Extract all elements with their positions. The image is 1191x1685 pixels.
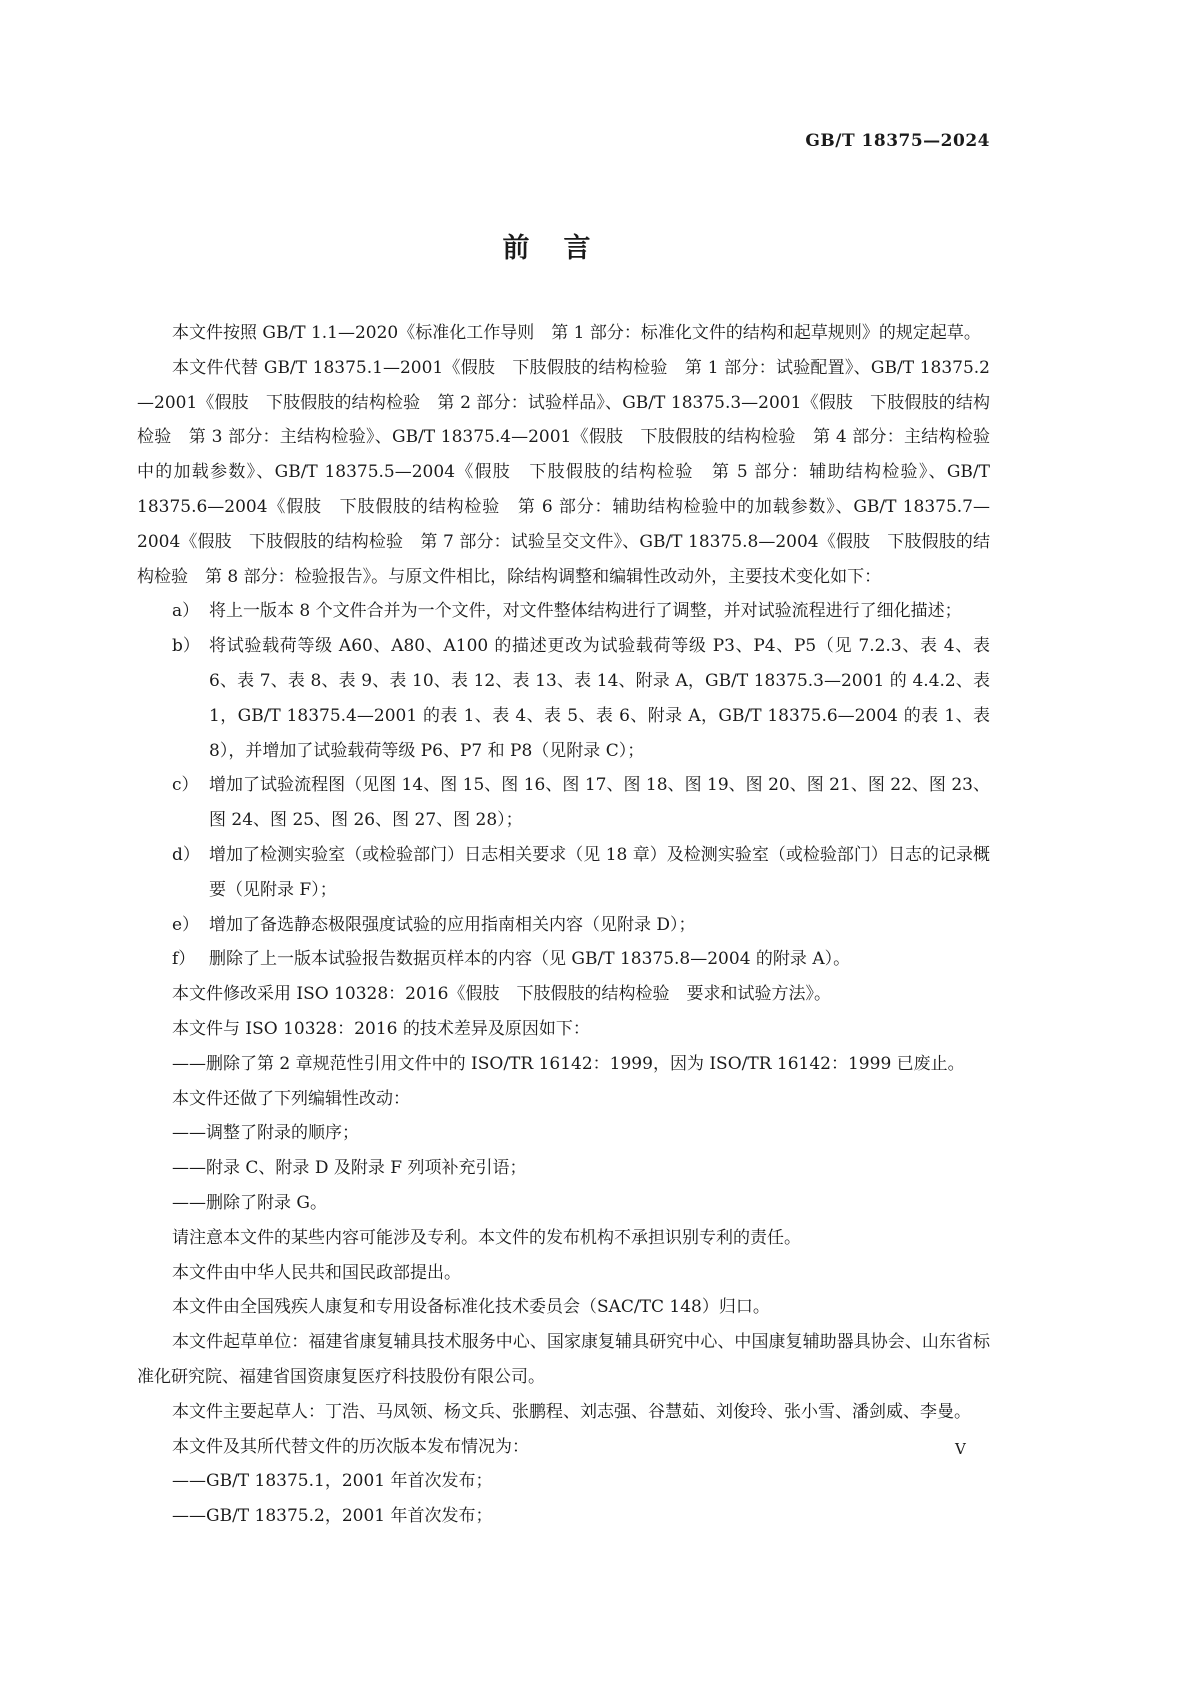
list-item [137, 594, 990, 629]
dash-item: ——GB/T 18375.1，2001 年首次发布； [172, 1471, 493, 1492]
document-id-header: GB/T 18375—2024 [805, 131, 990, 151]
list-label: f） [172, 949, 196, 970]
dash-item: ——调整了附录的顺序； [172, 1123, 359, 1144]
paragraph: 本文件主要起草人：丁浩、马凤领、杨文兵、张鹏程、刘志强、谷慧茹、刘俊玲、张小雪、潘剑威、李曼。 [172, 1401, 971, 1422]
paragraph: 本文件由中华人民共和国民政部提出。 [172, 1262, 461, 1283]
dash-item: ——GB/T 18375.2，2001 年首次发布； [172, 1506, 493, 1527]
paragraph: 本文件起草单位：福建省康复辅具技术服务中心、国家康复辅具研究中心、中国康复辅助器具协会、山东省标准化研究院、福建省国资康复医疗科技股份有限公司。 [137, 1332, 990, 1387]
list-text: 增加了试验流程图（见图 14、图 15、图 16、图 17、图 18、图 19、图 20、图 21、图 22、图 23、图 24、图 25、图 26、图 27、图 28）； [209, 775, 990, 831]
paragraph: 本文件按照 GB/T 1.1—2020《标准化工作导则 第 1 部分：标准化文件的结构和起草规则》的规定起草。 [172, 323, 981, 343]
dash-item: ——附录 C、附录 D 及附录 F 列项补充引语； [172, 1158, 527, 1179]
list-item [137, 768, 990, 838]
paragraph: 本文件代替 GB/T 18375.1—2001《假肢 下肢假肢的结构检验 第 1 部分：试验配置》、GB/T 18375.2—2001《假肢 下肢假肢的结构检验 第 2 部分：试验样品》、GB/T 18375.3—2001《假肢 下肢假肢的结构检验 第 3 部分：主结构检验》、GB/T 18375.4—2001《假肢 下肢假肢的结构检验 第 4 部分：主结构检验中的加载参数》、GB/T 18375.5—2004《假肢 下肢假肢的结构检验 第 5 部分：辅助结构检验》、GB/T 18375.6—2004《假肢 下肢假肢的结构检验 第 6 部分：辅助结构检验中的加载参数》、GB/T 18375.7—2004《假肢 下肢假肢的结构检验 第 7 部分：试验呈交文件》、GB/T 18375.8—2004《假肢 下肢假肢的结构检验 第 8 部分：检验报告》。与原文件相比，除结构调整和编辑性改动外，主要技术变化如下： [137, 357, 990, 587]
list-item [137, 942, 990, 977]
paragraph: 本文件由全国残疾人康复和专用设备标准化技术委员会（SAC/TC 148）归口。 [172, 1297, 770, 1318]
paragraph: 本文件与 ISO 10328：2016 的技术差异及原因如下： [172, 1018, 590, 1039]
list-label: a） [172, 601, 200, 622]
list-label: d） [172, 844, 200, 865]
list-text: 将试验载荷等级 A60、A80、A100 的描述更改为试验载荷等级 P3、P4、P5（见 7.2.3、表 4、表 6、表 7、表 8、表 9、表 10、表 12、表 13、表 14、附录 A，GB/T 18375.3—2001 的 4.4.2、表 1，GB/T 18375.4—2001 的表 1、表 4、表 5、表 6、附录 A，GB/T 18375.6—2004 的表 1、表 8），并增加了试验载荷等级 P6、P7 和 P8（见附录 C）； [209, 636, 990, 761]
list-label: e） [172, 914, 200, 935]
paragraph: 本文件修改采用 ISO 10328：2016《假肢 下肢假肢的结构检验 要求和试验方法》。 [172, 984, 831, 1005]
page-title: 前言 [502, 233, 625, 264]
list-text: 删除了上一版本试验报告数据页样本的内容（见 GB/T 18375.8—2004 的附录 A）。 [209, 949, 851, 970]
paragraph: 本文件还做了下列编辑性改动： [172, 1088, 410, 1109]
list-text: 增加了备选静态极限强度试验的应用指南相关内容（见附录 D）； [209, 914, 696, 935]
list-item [137, 838, 990, 908]
paragraph: 本文件及其所代替文件的历次版本发布情况为： [172, 1436, 529, 1457]
list-text: 增加了检测实验室（或检验部门）日志相关要求（见 18 章）及检测实验室（或检验部门）日志的记录概要（见附录 F）； [209, 844, 990, 900]
list-label: b） [172, 636, 200, 657]
list-label: c） [172, 775, 199, 796]
page-number: V [955, 1440, 966, 1458]
dash-item: ——删除了附录 G。 [172, 1192, 327, 1213]
list-item [137, 629, 990, 768]
foreword-body [137, 316, 990, 1534]
changes-list [137, 594, 990, 977]
paragraph: 请注意本文件的某些内容可能涉及专利。本文件的发布机构不承担识别专利的责任。 [172, 1227, 801, 1248]
list-item [137, 908, 990, 943]
dash-item: ——删除了第 2 章规范性引用文件中的 ISO/TR 16142：1999，因为 ISO/TR 16142：1999 已废止。 [172, 1053, 965, 1074]
list-text: 将上一版本 8 个文件合并为一个文件，对文件整体结构进行了调整，并对试验流程进行了细化描述； [209, 601, 962, 622]
